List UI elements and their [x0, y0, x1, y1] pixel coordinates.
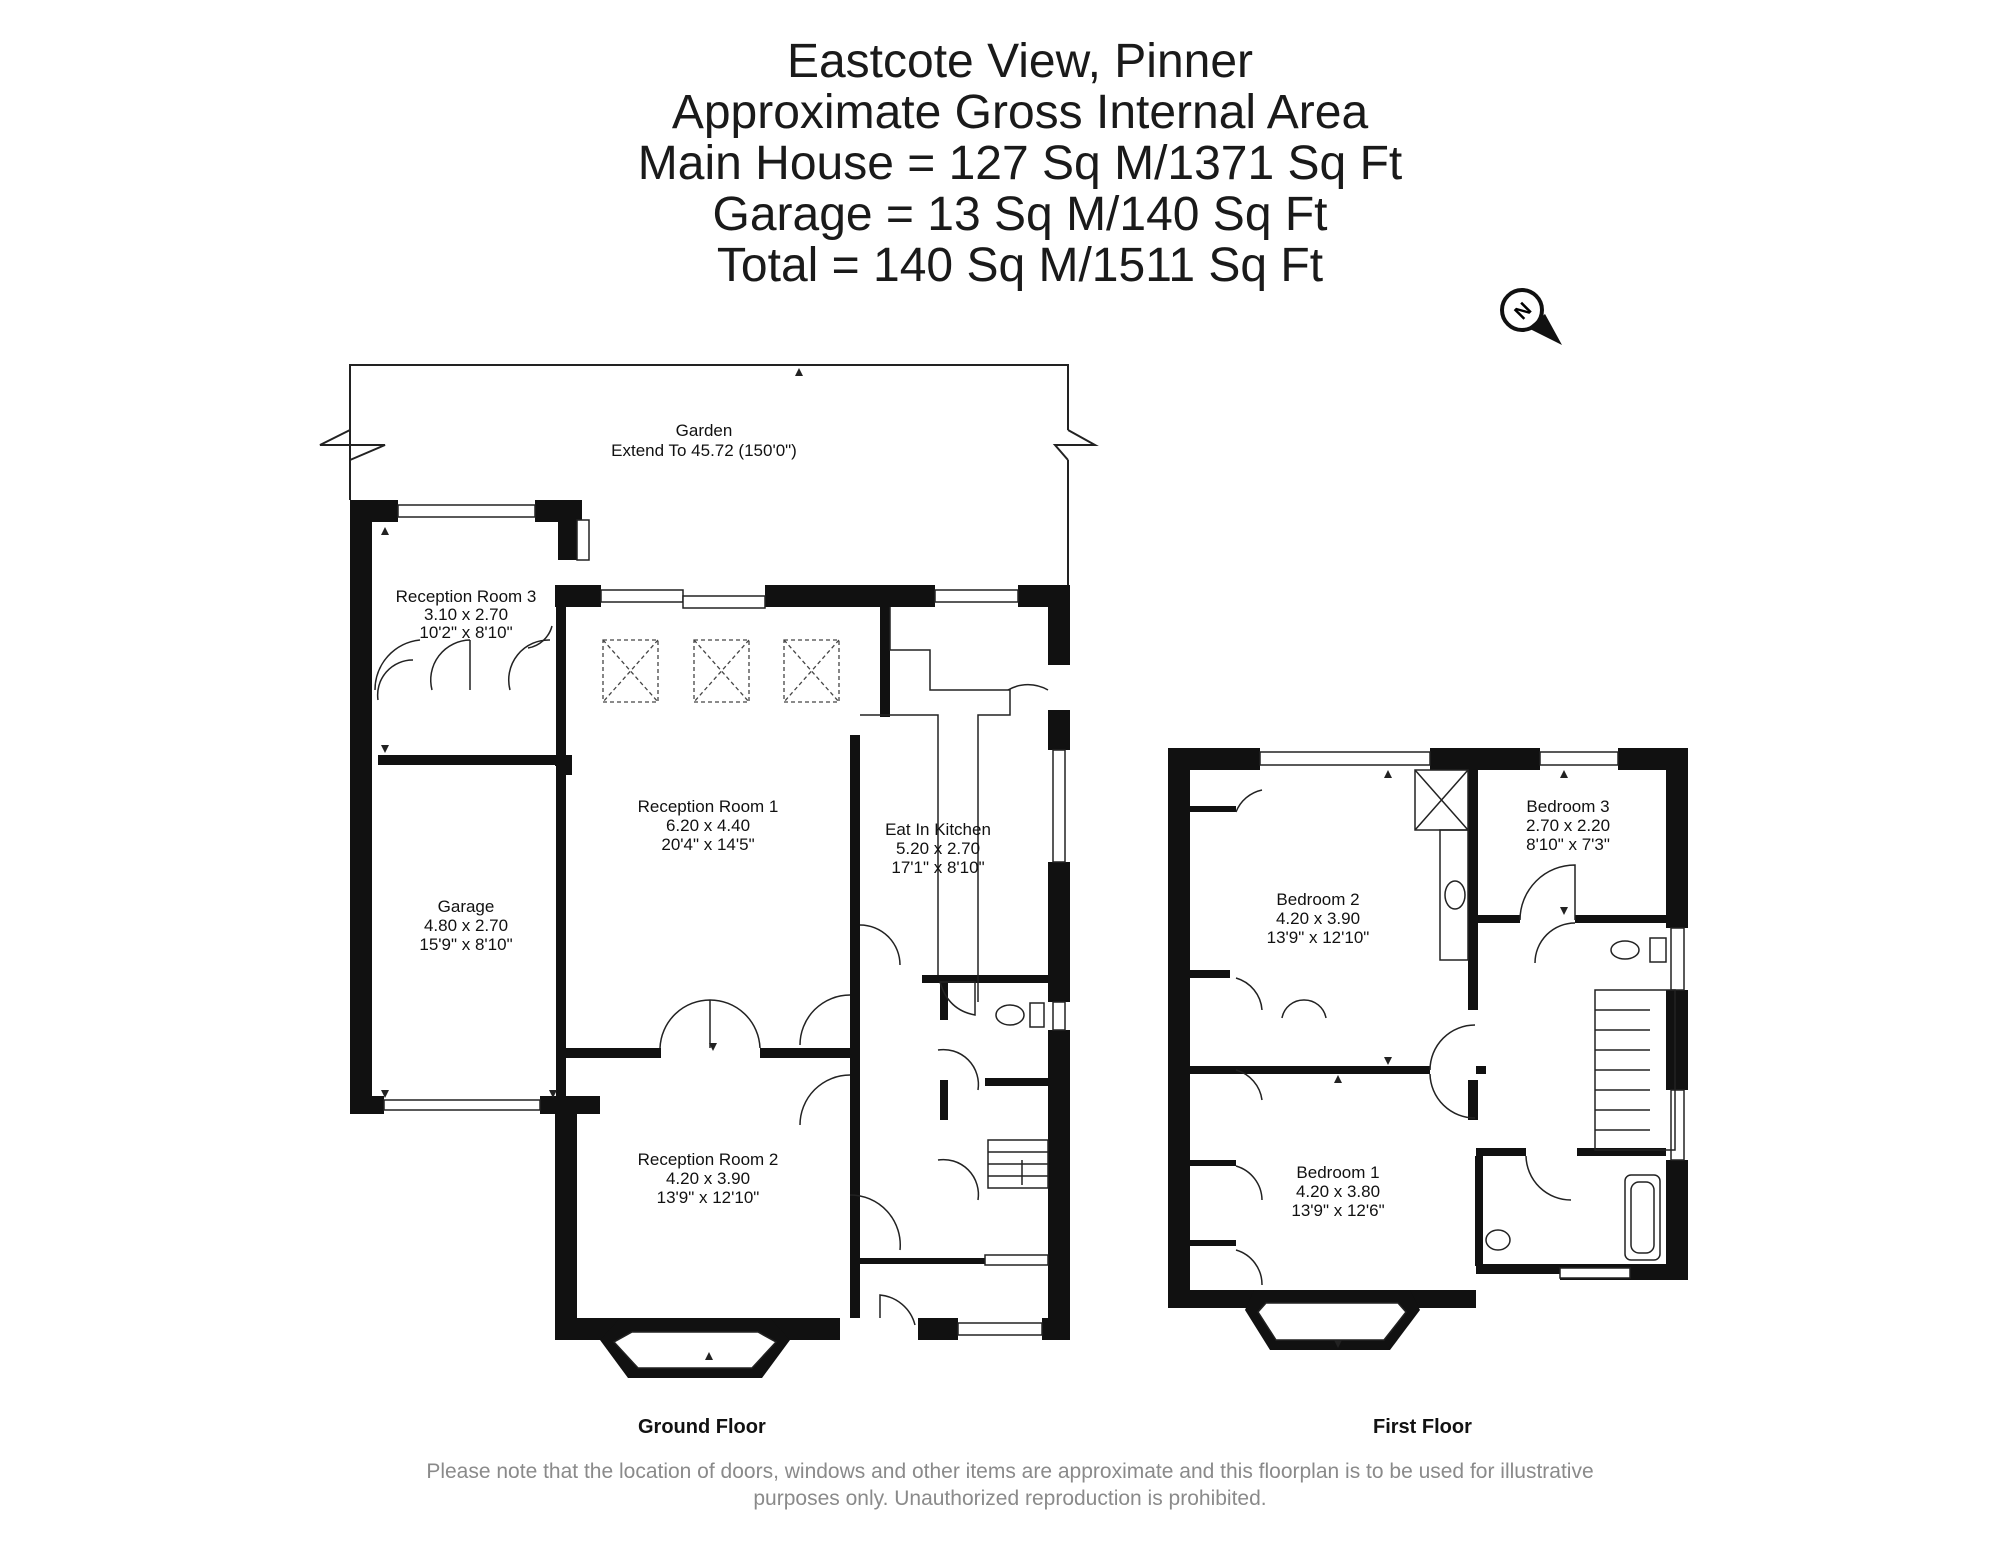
kitchen-imperial: 17'1" x 8'10" [891, 858, 985, 877]
reception1-name: Reception Room 1 [637, 797, 779, 816]
garden-size: Extend To 45.72 (150'0") [611, 441, 797, 460]
first-floor-label: First Floor [1373, 1416, 1472, 1438]
reception2-imperial: 13'9" x 12'10" [656, 1188, 760, 1207]
bedroom2-metric: 4.20 x 3.90 [1275, 909, 1361, 928]
bedroom2-name: Bedroom 2 [1276, 890, 1360, 909]
reception3-name: Reception Room 3 [395, 587, 537, 606]
ground-bay-window [600, 1318, 790, 1378]
room-reception-1 [638, 797, 779, 854]
reception1-metric: 6.20 x 4.40 [665, 816, 751, 835]
garage-metric: 4.80 x 2.70 [423, 916, 509, 935]
skylights [603, 640, 839, 702]
bedroom2-imperial: 13'9" x 12'10" [1266, 928, 1370, 947]
room-reception-2 [638, 1150, 779, 1207]
north-compass-icon [1502, 290, 1562, 345]
reception2-metric: 4.20 x 3.90 [665, 1169, 751, 1188]
reception2-name: Reception Room 2 [637, 1150, 779, 1169]
kitchen-metric: 5.20 x 2.70 [895, 839, 981, 858]
garage-imperial: 15'9" x 8'10" [419, 935, 513, 954]
ground-floor-fixtures [375, 607, 1048, 1325]
bedroom1-name: Bedroom 1 [1296, 1163, 1380, 1182]
bedroom1-metric: 4.20 x 3.80 [1295, 1182, 1381, 1201]
compass-letter: N [1510, 298, 1537, 325]
disclaimer-line-1: Please note that the location of doors, windows and other items are approximate and this floorplan is to be used for illustrative [426, 1460, 1594, 1483]
first-floor-dimension-arrows [1334, 770, 1568, 1348]
garage-name: Garage [437, 897, 495, 916]
room-reception-3 [396, 587, 537, 642]
property-name: Eastcote View, Pinner [786, 35, 1254, 88]
room-eat-in-kitchen [885, 820, 991, 877]
kitchen-name: Eat In Kitchen [885, 820, 991, 839]
main-house-area: Main House = 127 Sq M/1371 Sq Ft [637, 137, 1403, 190]
reception3-imperial: 10'2" x 8'10" [419, 623, 513, 642]
room-bedroom-2 [1267, 890, 1370, 947]
bedroom3-name: Bedroom 3 [1526, 797, 1610, 816]
total-area: Total = 140 Sq M/1511 Sq Ft [716, 239, 1324, 292]
garden-name: Garden [675, 421, 733, 440]
reception1-imperial: 20'4" x 14'5" [661, 835, 755, 854]
disclaimer-line-2: purposes only. Unauthorized reproduction is prohibited. [753, 1487, 1267, 1510]
garage-area: Garage = 13 Sq M/140 Sq Ft [712, 188, 1328, 241]
area-heading: Approximate Gross Internal Area [671, 86, 1369, 139]
room-garage [419, 897, 512, 954]
reception3-metric: 3.10 x 2.70 [423, 605, 509, 624]
bedroom3-metric: 2.70 x 2.20 [1525, 816, 1611, 835]
first-bay-window [1245, 1290, 1420, 1350]
room-bedroom-3 [1526, 797, 1610, 854]
room-bedroom-1 [1291, 1163, 1384, 1220]
room-garden [611, 421, 797, 460]
bedroom3-imperial: 8'10" x 7'3" [1526, 835, 1610, 854]
ground-floor-label: Ground Floor [638, 1416, 766, 1438]
bedroom1-imperial: 13'9" x 12'6" [1291, 1201, 1385, 1220]
garden-outline [320, 365, 1095, 585]
disclaimer-note [320, 1458, 1700, 1512]
